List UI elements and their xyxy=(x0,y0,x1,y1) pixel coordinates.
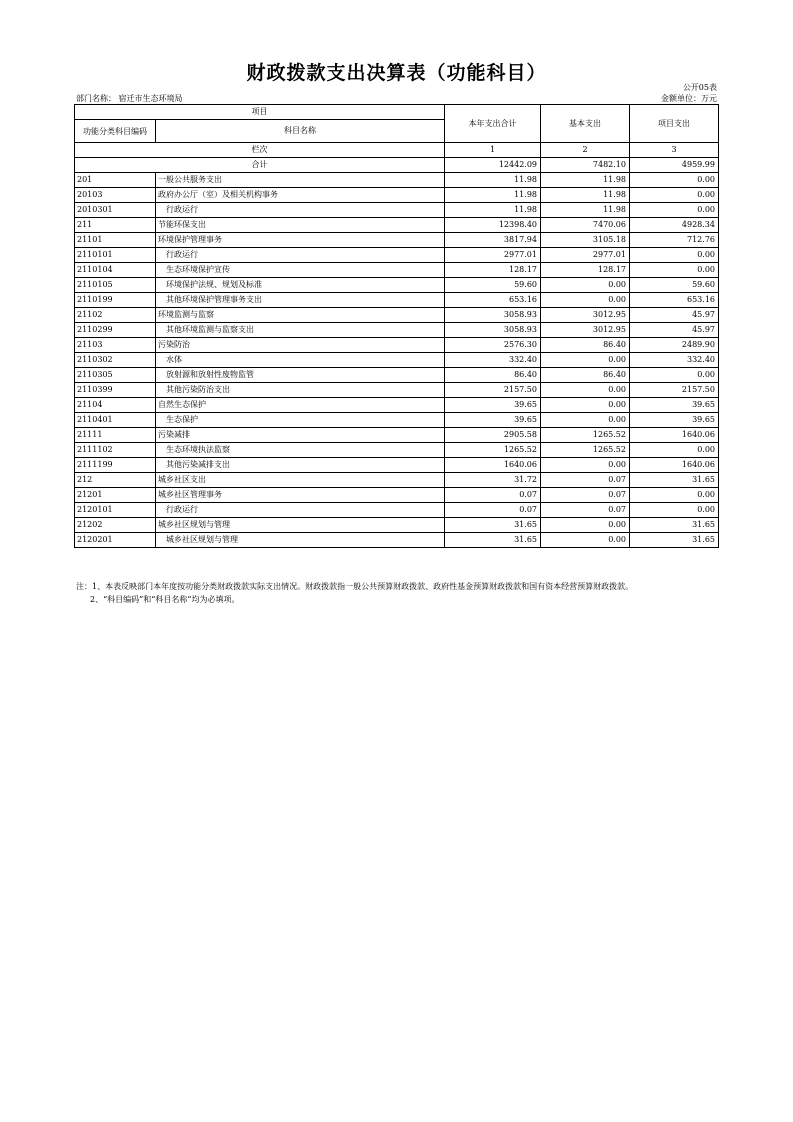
row-total: 59.60 xyxy=(445,278,541,293)
row-name: 水体 xyxy=(156,353,445,368)
row-basic: 11.98 xyxy=(541,173,630,188)
sum-label: 合计 xyxy=(75,158,445,173)
row-total: 86.40 xyxy=(445,368,541,383)
header-row-1 xyxy=(75,105,719,120)
row-code: 2110105 xyxy=(75,278,156,293)
row-name: 其他污染减排支出 xyxy=(156,458,445,473)
row-project: 0.00 xyxy=(630,443,719,458)
row-code: 21101 xyxy=(75,233,156,248)
row-total: 332.40 xyxy=(445,353,541,368)
row-code: 2110101 xyxy=(75,248,156,263)
row-total: 39.65 xyxy=(445,413,541,428)
row-total: 11.98 xyxy=(445,203,541,218)
row-name: 污染防治 xyxy=(156,338,445,353)
row-code: 21104 xyxy=(75,398,156,413)
row-project: 39.65 xyxy=(630,398,719,413)
row-total: 2157.50 xyxy=(445,383,541,398)
row-code: 2110199 xyxy=(75,293,156,308)
row-code: 2120201 xyxy=(75,533,156,548)
form-number: 公开05表 xyxy=(682,83,717,92)
row-code: 2110299 xyxy=(75,323,156,338)
row-total: 1265.52 xyxy=(445,443,541,458)
row-total: 2977.01 xyxy=(445,248,541,263)
row-code: 212 xyxy=(75,473,156,488)
table-row xyxy=(75,278,719,293)
row-project: 0.00 xyxy=(630,488,719,503)
row-project: 2157.50 xyxy=(630,383,719,398)
row-project: 59.60 xyxy=(630,278,719,293)
header-total: 本年支出合计 xyxy=(445,105,541,143)
row-total: 39.65 xyxy=(445,398,541,413)
row-name: 城乡社区规划与管理 xyxy=(156,533,445,548)
row-total: 2905.58 xyxy=(445,428,541,443)
row-project: 0.00 xyxy=(630,203,719,218)
row-name: 环境保护法规、规划及标准 xyxy=(156,278,445,293)
row-name: 生态环境保护宣传 xyxy=(156,263,445,278)
row-project: 0.00 xyxy=(630,503,719,518)
sum-row xyxy=(75,158,719,173)
row-code: 2110104 xyxy=(75,263,156,278)
row-basic: 0.00 xyxy=(541,413,630,428)
row-project: 39.65 xyxy=(630,413,719,428)
row-name: 环境监测与监察 xyxy=(156,308,445,323)
note-2: 2、“科目编码”和“科目名称”均为必填项。 xyxy=(90,595,240,604)
row-basic: 0.00 xyxy=(541,518,630,533)
row-basic: 0.00 xyxy=(541,383,630,398)
table-row xyxy=(75,203,719,218)
row-project: 0.00 xyxy=(630,173,719,188)
row-total: 3058.93 xyxy=(445,308,541,323)
row-total: 11.98 xyxy=(445,188,541,203)
row-basic: 0.07 xyxy=(541,488,630,503)
row-name: 政府办公厅（室）及相关机构事务 xyxy=(156,188,445,203)
table-row xyxy=(75,503,719,518)
row-total: 31.65 xyxy=(445,518,541,533)
row-code: 2110302 xyxy=(75,353,156,368)
row-project: 0.00 xyxy=(630,368,719,383)
row-project: 1640.06 xyxy=(630,458,719,473)
row-basic: 128.17 xyxy=(541,263,630,278)
row-project: 0.00 xyxy=(630,248,719,263)
row-code: 21103 xyxy=(75,338,156,353)
row-basic: 1265.52 xyxy=(541,443,630,458)
page-title: 财政拨款支出决算表（功能科目） xyxy=(246,62,547,84)
row-name: 节能环保支出 xyxy=(156,218,445,233)
table-row xyxy=(75,233,719,248)
row-project: 45.97 xyxy=(630,323,719,338)
row-name: 行政运行 xyxy=(156,503,445,518)
row-project: 31.65 xyxy=(630,533,719,548)
row-project: 653.16 xyxy=(630,293,719,308)
table-row xyxy=(75,533,719,548)
row-basic: 11.98 xyxy=(541,203,630,218)
table-row xyxy=(75,293,719,308)
row-total: 1640.06 xyxy=(445,458,541,473)
row-total: 0.07 xyxy=(445,488,541,503)
row-name: 其他环境保护管理事务支出 xyxy=(156,293,445,308)
row-project: 2489.90 xyxy=(630,338,719,353)
row-name: 行政运行 xyxy=(156,203,445,218)
row-code: 2111102 xyxy=(75,443,156,458)
row-basic: 3012.95 xyxy=(541,323,630,338)
row-total: 11.98 xyxy=(445,173,541,188)
row-basic: 86.40 xyxy=(541,338,630,353)
table-row xyxy=(75,308,719,323)
table-row xyxy=(75,413,719,428)
table-row xyxy=(75,473,719,488)
table-row xyxy=(75,518,719,533)
note-1: 注：1、本表反映部门本年度按功能分类财政拨款实际支出情况。财政拨款指一般公共预算财政拨款、政府性基金预算财政拨款和国有资本经营预算财政拨款。 xyxy=(76,582,634,591)
row-code: 2010301 xyxy=(75,203,156,218)
header-code: 功能分类科目编码 xyxy=(75,120,156,143)
table-row xyxy=(75,353,719,368)
row-basic: 0.07 xyxy=(541,503,630,518)
row-project: 1640.06 xyxy=(630,428,719,443)
row-name: 城乡社区规划与管理 xyxy=(156,518,445,533)
row-code: 21102 xyxy=(75,308,156,323)
row-name: 行政运行 xyxy=(156,248,445,263)
expenditure-table xyxy=(74,104,719,548)
row-basic: 0.00 xyxy=(541,533,630,548)
header-basic: 基本支出 xyxy=(541,105,630,143)
row-name: 其他污染防治支出 xyxy=(156,383,445,398)
row-basic: 0.00 xyxy=(541,293,630,308)
row-code: 2110401 xyxy=(75,413,156,428)
table-row xyxy=(75,398,719,413)
row-code: 2111199 xyxy=(75,458,156,473)
table-row xyxy=(75,323,719,338)
row-name: 自然生态保护 xyxy=(156,398,445,413)
row-code: 21201 xyxy=(75,488,156,503)
table-row xyxy=(75,458,719,473)
row-basic: 0.07 xyxy=(541,473,630,488)
row-project: 45.97 xyxy=(630,308,719,323)
row-code: 2120101 xyxy=(75,503,156,518)
row-name: 放射源和放射性废物监管 xyxy=(156,368,445,383)
header-project: 项目 xyxy=(75,105,445,120)
notes xyxy=(76,580,633,606)
row-project: 31.65 xyxy=(630,518,719,533)
row-code: 201 xyxy=(75,173,156,188)
row-project: 332.40 xyxy=(630,353,719,368)
index-1: 1 xyxy=(445,143,541,158)
table-row xyxy=(75,188,719,203)
row-basic: 1265.52 xyxy=(541,428,630,443)
index-2: 2 xyxy=(541,143,630,158)
row-basic: 86.40 xyxy=(541,368,630,383)
header-project-expense: 项目支出 xyxy=(630,105,719,143)
table-row xyxy=(75,443,719,458)
row-total: 3058.93 xyxy=(445,323,541,338)
row-total: 31.72 xyxy=(445,473,541,488)
header-name: 科目名称 xyxy=(156,120,445,143)
row-basic: 0.00 xyxy=(541,398,630,413)
row-code: 21202 xyxy=(75,518,156,533)
row-basic: 0.00 xyxy=(541,458,630,473)
row-total: 12398.40 xyxy=(445,218,541,233)
row-name: 城乡社区管理事务 xyxy=(156,488,445,503)
row-project: 31.65 xyxy=(630,473,719,488)
table-row xyxy=(75,263,719,278)
table-row xyxy=(75,248,719,263)
table-row xyxy=(75,173,719,188)
row-basic: 11.98 xyxy=(541,188,630,203)
table-row xyxy=(75,368,719,383)
row-code: 2110305 xyxy=(75,368,156,383)
row-project: 0.00 xyxy=(630,188,719,203)
index-label: 栏次 xyxy=(75,143,445,158)
row-total: 128.17 xyxy=(445,263,541,278)
table-row xyxy=(75,428,719,443)
row-total: 2576.30 xyxy=(445,338,541,353)
sum-basic: 7482.10 xyxy=(541,158,630,173)
row-basic: 7470.06 xyxy=(541,218,630,233)
table-row xyxy=(75,488,719,503)
row-basic: 3105.18 xyxy=(541,233,630,248)
row-total: 31.65 xyxy=(445,533,541,548)
row-project: 712.76 xyxy=(630,233,719,248)
row-basic: 3012.95 xyxy=(541,308,630,323)
table-row xyxy=(75,218,719,233)
row-total: 0.07 xyxy=(445,503,541,518)
row-project: 0.00 xyxy=(630,263,719,278)
row-total: 653.16 xyxy=(445,293,541,308)
row-name: 城乡社区支出 xyxy=(156,473,445,488)
row-name: 生态保护 xyxy=(156,413,445,428)
row-code: 21111 xyxy=(75,428,156,443)
row-basic: 0.00 xyxy=(541,353,630,368)
row-basic: 0.00 xyxy=(541,278,630,293)
table-row xyxy=(75,338,719,353)
row-code: 211 xyxy=(75,218,156,233)
row-basic: 2977.01 xyxy=(541,248,630,263)
row-code: 20103 xyxy=(75,188,156,203)
row-name: 污染减排 xyxy=(156,428,445,443)
index-row xyxy=(75,143,719,158)
row-code: 2110399 xyxy=(75,383,156,398)
row-project: 4928.34 xyxy=(630,218,719,233)
amount-unit: 金额单位：万元 xyxy=(661,94,717,103)
table-row xyxy=(75,383,719,398)
row-total: 3817.94 xyxy=(445,233,541,248)
row-name: 环境保护管理事务 xyxy=(156,233,445,248)
department-name: 部门名称： 宿迁市生态环境局 xyxy=(76,94,183,103)
row-name: 生态环境执法监察 xyxy=(156,443,445,458)
sum-total: 12442.09 xyxy=(445,158,541,173)
sum-project: 4959.99 xyxy=(630,158,719,173)
index-3: 3 xyxy=(630,143,719,158)
row-name: 其他环境监测与监察支出 xyxy=(156,323,445,338)
row-name: 一般公共服务支出 xyxy=(156,173,445,188)
